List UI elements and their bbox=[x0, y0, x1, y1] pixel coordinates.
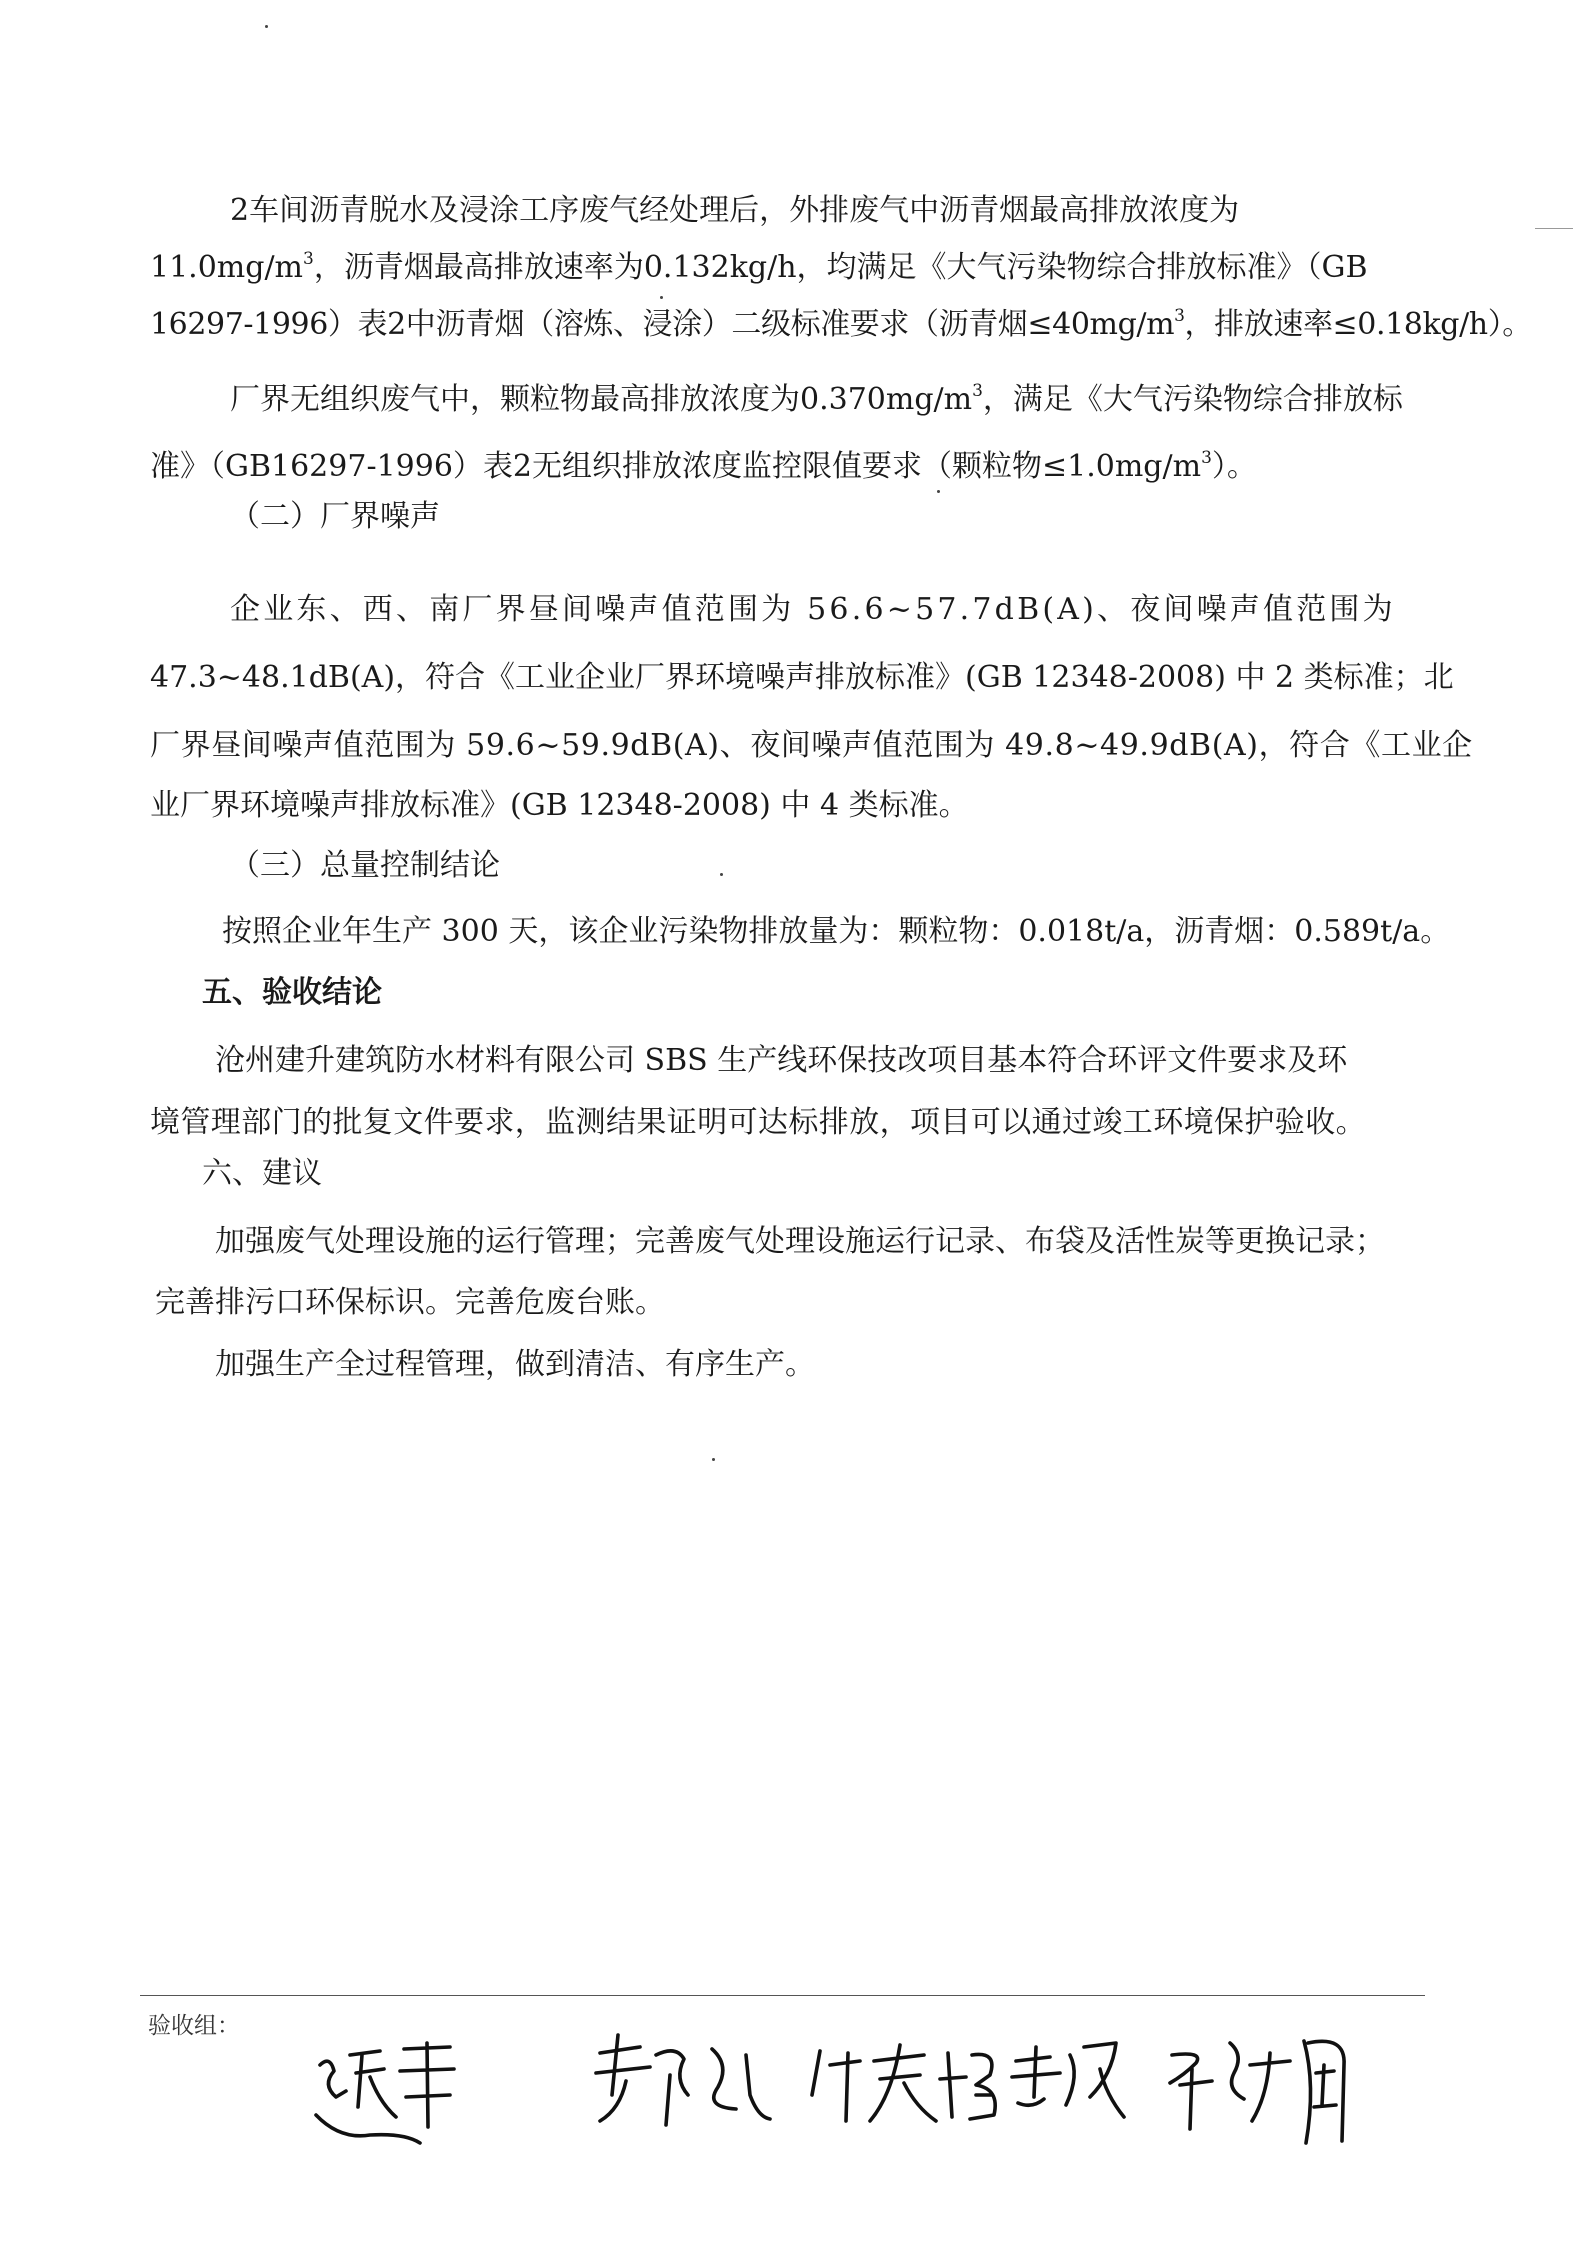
handwritten-signatures bbox=[300, 2025, 1360, 2165]
p1-line-1: 2车间沥青脱水及浸涂工序废气经处理后，外排废气中沥青烟最高排放浓度为 bbox=[230, 193, 1240, 228]
p7-line: 加强生产全过程管理，做到清洁、有序生产。 bbox=[215, 1347, 815, 1382]
signature-3 bbox=[812, 2045, 995, 2121]
scan-speck bbox=[660, 296, 663, 299]
p5-line-1: 沧州建升建筑防水材料有限公司 SBS 生产线环保技改项目基本符合环评文件要求及环 bbox=[215, 1043, 1348, 1078]
p3-line-4: 业厂界环境噪声排放标准》(GB 12348-2008) 中 4 类标准。 bbox=[150, 788, 969, 823]
p3-line-2: 47.3~48.1dB(A)，符合《工业企业厂界环境噪声排放标准》(GB 12348-2008) 中 2 类标准；北 bbox=[150, 660, 1454, 695]
heading-acceptance-conclusion: 五、验收结论 bbox=[202, 975, 382, 1010]
p2-l1a: 厂界无组织废气中，颗粒物最高排放浓度为0.370mg/m bbox=[230, 382, 973, 417]
scan-speck bbox=[720, 873, 723, 876]
p1-l2-sup: 3 bbox=[303, 249, 314, 269]
p2-l1-sup: 3 bbox=[972, 381, 983, 401]
p1-line-2 bbox=[150, 248, 1368, 288]
p6-line-2: 完善排污口环保标识。完善危废台账。 bbox=[155, 1285, 665, 1320]
p3-line-1: 企业东、西、南厂界昼间噪声值范围为 56.6~57.7dB(A)、夜间噪声值范围为 bbox=[230, 592, 1396, 627]
signature-1 bbox=[316, 2043, 454, 2143]
signature-4 bbox=[1012, 2043, 1124, 2117]
p2-l2-sup: 3 bbox=[1201, 448, 1212, 468]
p6-line-1: 加强废气处理设施的运行管理；完善废气处理设施运行记录、布袋及活性炭等更换记录； bbox=[215, 1224, 1385, 1259]
acceptance-group-label: 验收组： bbox=[148, 2013, 240, 2039]
footer-rule bbox=[140, 1995, 1425, 1996]
scan-speck bbox=[265, 25, 268, 28]
p1-l3b: ，排放速率≤0.18kg/h）。 bbox=[1184, 307, 1532, 342]
scan-speck bbox=[937, 490, 940, 493]
p3-line-3: 厂界昼间噪声值范围为 59.6~59.9dB(A)、夜间噪声值范围为 49.8~49.9dB(A)，符合《工业企 bbox=[150, 728, 1473, 763]
signature-5 bbox=[1170, 2041, 1344, 2143]
p5-line-2: 境管理部门的批复文件要求，监测结果证明可达标排放，项目可以通过竣工环境保护验收。 bbox=[150, 1105, 1366, 1140]
p1-l2a: 11.0mg/m bbox=[150, 250, 304, 285]
p2-l2b: ）。 bbox=[1211, 449, 1257, 484]
p1-l3-sup: 3 bbox=[1174, 306, 1185, 326]
p2-line-1 bbox=[230, 380, 1403, 420]
p1-l2b: ，沥青烟最高排放速率为0.132kg/h，均满足《大气污染物综合排放标准》（GB bbox=[313, 250, 1368, 285]
p2-l1b: ，满足《大气污染物综合排放标 bbox=[982, 382, 1403, 417]
heading-total-control: （三）总量控制结论 bbox=[230, 848, 500, 883]
p1-line-3 bbox=[150, 305, 1532, 345]
p1-l3a: 16297-1996）表2中沥青烟（溶炼、浸涂）二级标准要求（沥青烟≤40mg/m bbox=[150, 307, 1175, 342]
heading-suggestions: 六、建议 bbox=[202, 1156, 322, 1191]
margin-mark bbox=[1535, 228, 1573, 229]
p2-l2a: 准》（GB16297-1996）表2无组织排放浓度监控限值要求（颗粒物≤1.0mg/m bbox=[150, 449, 1202, 484]
signature-2 bbox=[596, 2035, 770, 2125]
p2-line-2 bbox=[150, 447, 1257, 487]
scan-speck bbox=[712, 1458, 715, 1461]
heading-noise: （二）厂界噪声 bbox=[230, 499, 440, 534]
p4-line: 按照企业年生产 300 天，该企业污染物排放量为：颗粒物：0.018t/a，沥青烟：0.589t/a。 bbox=[222, 914, 1451, 949]
